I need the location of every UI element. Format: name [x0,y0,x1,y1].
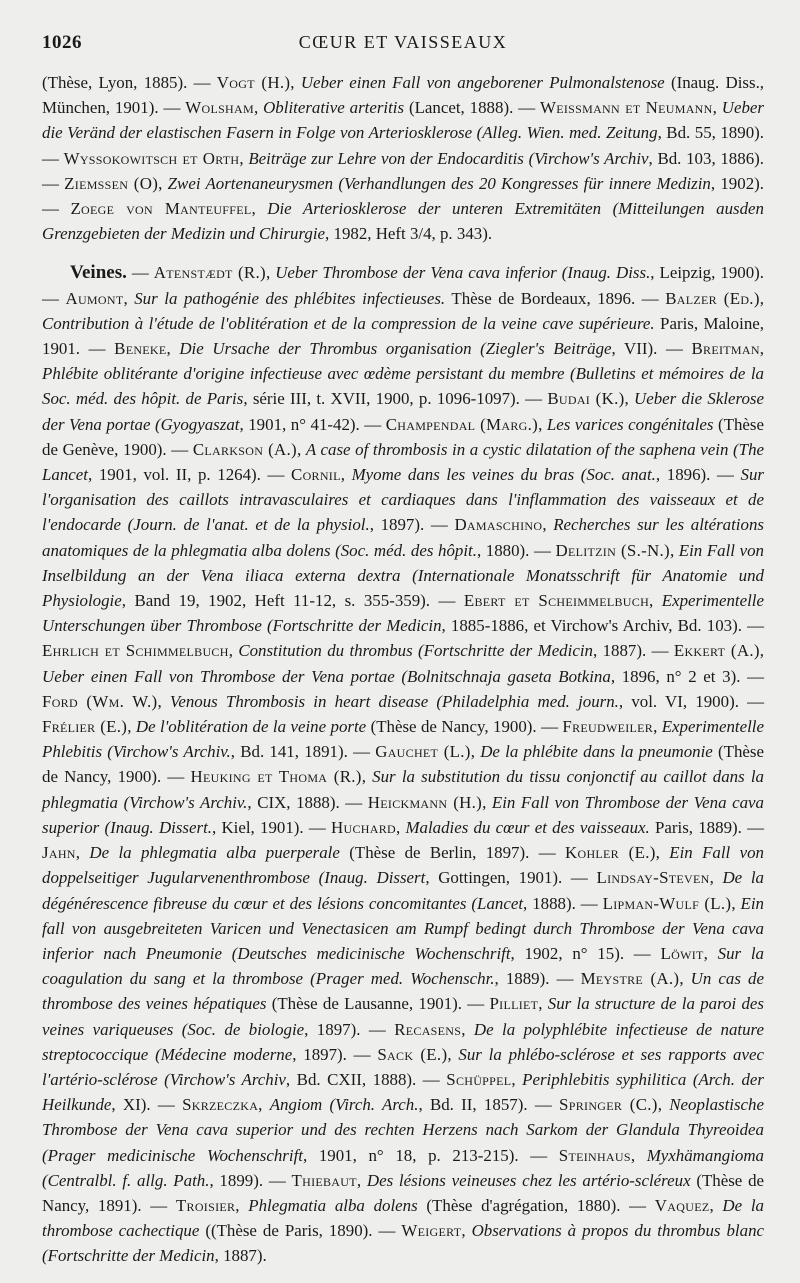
ref-details: (Thèse de Berlin, 1897). — [339,843,565,863]
ref-author: Weigert [401,1221,462,1241]
ref-prefix: (Thèse, Lyon, 1885). — [42,73,217,92]
ref-separator: , [296,439,306,459]
ref-details: (Thèse de Lausanne, 1901). — [266,994,490,1014]
ref-title: Observations à propos du thrombus blanc (Fortschritte der Medicin [42,1221,765,1266]
ref-details: , 1897). — [304,1019,395,1039]
ref-author: Löwit [660,943,704,963]
ref-title: Die Ursache der Thrombus organisation (Ziegler's Beiträge [179,339,612,359]
ref-details: (Thèse d'agrégation, 1880). — [417,1195,655,1215]
ref-details: , 1885-1886, et Virchow's Archiv, Bd. 103). — [441,616,764,636]
ref-author: Ekkert (A.) [673,641,760,661]
ref-details: , 1896, n° 2 et 3). — [610,666,764,686]
ref-separator: , [624,389,635,409]
ref-author: Cornil [291,465,341,485]
ref-separator: , [709,868,723,888]
ref-author: Zoege von Manteuffel [70,199,252,219]
ref-details: , vol. VI, 1900). — [618,691,765,711]
ref-author: Atenstædt (R.) [153,263,266,283]
ref-author: Vogt (H.) [216,73,291,92]
ref-title: Ueber die Sklerose der Vena portae (Gyogyaszat [42,389,765,434]
ref-author: Breitman [691,339,760,359]
ref-details: , 1897). — [292,1044,378,1064]
ref-author: Thiebaut [291,1170,357,1190]
ref-separator: , [759,339,765,359]
ref-separator: , [239,148,249,168]
ref-author: Recasens [394,1019,462,1039]
ref-details: ((Thèse de Paris, 1890). — [199,1221,402,1241]
ref-title: Un cas de thrombose des veines hépatiques [42,969,764,1014]
ref-author: Vaquez [654,1195,710,1215]
bibliography-arteres-continued [42,70,764,246]
ref-details: , Kiel, 1901). — [212,817,331,837]
ref-title: Obliterative arteritis [263,98,405,118]
ref-details: , 1901, vol. II, p. 1264). — [87,465,291,485]
ref-title: Ein Fall von Inselbildung an der Vena iliaca externa dextra (Internationale Monatsschrift für Anatomie und Physiologie [42,540,764,611]
ref-title: Venous Thrombosis in heart disease (Philadelphia med. journ. [169,691,619,711]
ref-title: Neoplastische Thrombose der Vena cava superior und des rechten Herzens nach Sarkom der Glandula Thyreoidea (Prager medicinische Wochenschrift [42,1095,764,1165]
ref-title: Myome dans les veines du bras (Soc. anat. [351,465,656,485]
ref-title: Zwei Aortenaneurysmen (Verhandlungen des 20 Kongresses für innere Medizin [167,173,711,193]
ref-title: Maladies du cœur et des vaisseaux. [405,817,650,837]
ref-author: Clarkson (A.) [192,439,297,459]
ref-title: De la polyphlébite infectieuse de nature streptococcique (Médecine moderne [42,1019,764,1064]
ref-details: , 1902, n° 15). — [510,943,661,963]
ref-author: Aumont [65,288,124,308]
ref-separator: , [709,1195,723,1215]
ref-details: , Band 19, 1902, Heft 11-12, s. 355-359). — [121,591,464,611]
ref-author: Troisier [175,1195,236,1215]
ref-author: Lipman-Wulf (L.) [602,893,732,913]
ref-details: , Bd. II, 1857). — [418,1095,560,1115]
ref-title: Beiträge zur Lehre von der Endocarditis (Virchow's Archiv [248,148,649,168]
ref-author: Heuking et Thoma (R.) [190,767,362,787]
ref-author: Skrzeczka [182,1095,259,1115]
ref-separator: , [461,1019,474,1039]
ref-author: Pilliet [489,994,539,1014]
ref-separator: , [712,98,722,118]
ref-separator: , [655,843,670,863]
ref-separator: , [703,943,718,963]
ref-author: Ebert et Scheimmelbuch [463,591,650,611]
ref-title: Contribution à l'étude de l'oblitération et de la compression de la veine cave supérieure. [42,313,655,333]
ref-separator: , [669,540,679,560]
ref-details: , 1888). — [523,893,603,913]
ref-title: Experimentelle Phlebitis (Virchow's Archiv. [42,717,764,762]
ref-details: , Bd. 103, 1886). — [42,148,764,193]
ref-details: , 1901, n° 41-42). — [239,414,386,434]
ref-author: Weissmann et Neumann [540,98,713,118]
ref-details: Thèse de Bordeaux, 1896. — [445,288,666,308]
ref-details: (Thèse de Nancy, 1891). — [42,1170,765,1215]
ref-title: Die Arteriosklerose der unteren Extremitäten (Mitteilungen ausden Grenzgebieten der Medizin und Chirurgie [42,199,764,244]
ref-details: , série III, t. XVII, 1900, p. 1096-1097). — [243,389,548,409]
ref-separator: , [542,515,554,535]
ref-details: , Bd. 55, 1890). — [42,123,764,168]
ref-separator: , [511,1069,523,1089]
ref-separator: , [228,641,239,661]
ref-details: , 1902). — [42,173,764,219]
ref-separator: , [482,792,492,812]
ref-details: (Inaug. Diss., München, 1901). — [42,73,765,118]
ref-title: Periphlebitis syphilitica (Arch. der Heilkunde [42,1069,764,1115]
ref-author: Frélier (E.) [42,717,128,737]
ref-author: Springer (C.) [559,1095,658,1115]
ref-details: , CIX, 1888). — [247,792,368,812]
ref-title: De la phlébite dans la pneumonie [480,742,713,762]
ref-separator: , [759,288,764,308]
ref-author: Meystre (A.) [580,969,680,989]
running-title: CŒUR ET VAISSEAUX [298,32,508,52]
ref-title: Sur la pathogénie des phlébites infectieuses. [134,288,446,308]
ref-details: , VII). — [611,339,692,359]
ref-author: Heickmann (H.) [367,792,483,812]
ref-prefix: — [126,263,154,283]
ref-details: , XI). — [111,1095,183,1115]
ref-separator: , [253,98,264,118]
ref-separator: , [158,173,168,193]
ref-title: Sur la phlébo-sclérose et ses rapports avec l'artério-sclérose (Virchow's Archiv [42,1044,764,1089]
ref-title: Ein Fall von doppelseitiger Jugularvenenthrombose (Inaug. Dissert [42,843,765,888]
ref-separator: , [340,465,352,485]
ref-author: Wolsham [185,98,254,118]
ref-separator: , [470,742,481,762]
ref-separator: , [395,817,406,837]
ref-separator: , [759,641,764,661]
ref-title: Sur la substitution du tissu conjonctif au caillot dans la phlegmatia (Virchow's Archiv. [42,767,765,812]
ref-separator: , [251,199,268,219]
ref-author: Ziemssen (O) [64,173,159,193]
ref-separator: , [258,1095,270,1115]
ref-details: (Thèse de Nancy, 1900). — [366,717,563,737]
ref-title: Phlegmatia alba dolens [248,1195,418,1215]
ref-separator: , [290,73,301,92]
ref-title: Experimentelle Unterschungen über Thrombose (Fortschritte der Medicin [42,591,764,636]
ref-title: Recherches sur les altérations anatomiques de la phlegmatia alba dolens (Soc. méd. des hôpit. [42,515,764,560]
ref-title: Ueber einen Fall von Thrombose der Vena portae (Bolnitschnaja gaseta Botkina [42,666,611,686]
ref-separator: , [361,767,373,787]
ref-details: (Thèse de Genève, 1900). — [42,414,764,459]
ref-separator: , [123,288,135,308]
ref-separator: , [265,263,276,283]
ref-author: Jahn [42,843,76,863]
ref-separator: , [538,414,547,434]
ref-author: Steinhaus [558,1145,631,1165]
ref-details: , 1880). — [476,540,556,560]
ref-title: Des lésions veineuses chez les artério-scléreux [366,1170,691,1190]
ref-author: Delitzin (S.-N.) [555,540,670,560]
ref-author: Sack (E.) [377,1044,448,1064]
ref-author: Kohler (E.) [564,843,656,863]
ref-separator: , [538,994,548,1014]
ref-separator: , [657,1095,670,1115]
page-header [42,32,764,66]
ref-details: , 1982, Heft 3/4, p. 343). [325,224,493,244]
ref-author: Budai (K.) [547,389,625,409]
ref-details: Paris, Maloine, 1901. — [42,313,764,359]
ref-separator: , [679,969,691,989]
ref-author: Beneke [114,339,167,359]
ref-title: Sur la structure de la paroi des veines variqueuses (Soc. de biologie [42,994,764,1039]
ref-author: Schüppel [446,1069,512,1089]
ref-title: Angiom (Virch. Arch. [269,1095,419,1115]
ref-details: , Bd. CXII, 1888). — [285,1069,447,1089]
ref-separator: , [447,1044,459,1064]
ref-details: , 1897). — [369,515,455,535]
ref-details: , 1889). — [494,969,581,989]
ref-title: Ueber die Veränd der elastischen Fasern in Folge von Arteriosklerose (Alleg. Wien. med. Zeitung [42,98,764,143]
ref-author: Damaschino [454,515,543,535]
ref-title: De la dégénérescence fibreuse du cœur et des lésions concomitantes (Lancet [42,868,764,913]
ref-separator: , [630,1145,647,1165]
ref-title: A case of thrombosis in a cystic dilatation of the saphena vein (The Lancet [42,439,765,485]
ref-details: , 1899). — [209,1170,292,1190]
ref-title: Ein fall von ausgebreiteten Varicen und Venectasicen am Rumpf bedingt durch Thrombose der Vena cava inferior nach Pneumonie (Deutsches medicinische Wochenschrift [42,893,764,963]
ref-details: , 1887). [214,1246,267,1266]
ref-separator: , [235,1195,249,1215]
ref-separator: , [649,591,662,611]
ref-details: , 1887). — [592,641,674,661]
ref-separator: , [166,339,180,359]
ref-author: Huchard [331,817,396,837]
ref-separator: , [731,893,741,913]
ref-separator: , [157,691,170,711]
ref-title: Ein Fall von Thrombose der Vena cava superior (Inaug. Dissert. [42,792,764,837]
ref-author: Wyssokowitsch et Orth [63,148,240,168]
ref-author: Freudweiler [562,717,654,737]
ref-title: Ueber einen Fall von angeborener Pulmonalstenose [300,73,665,92]
ref-separator: , [75,843,90,863]
ref-details: Paris, 1889). — [649,817,764,837]
ref-title: Myxhämangioma (Centralbl. f. allg. Path. [42,1145,764,1190]
ref-title: Sur la coagulation du sang et la thrombose (Prager med. Wochenschr. [42,943,765,989]
ref-author: Balzer (Ed.) [665,288,760,308]
ref-author: Ehrlich et Schimmelbuch [42,641,229,661]
ref-details: , Bd. 141, 1891). — [230,742,376,762]
ref-title: De l'oblitération de la veine porte [135,717,367,737]
ref-title: Ueber Thrombose der Vena cava inferior (Inaug. Diss. [275,263,651,283]
ref-title: De la phlegmatia alba puerperale [89,843,340,863]
section-heading-veines: Veines. [70,262,127,284]
ref-details: (Lancet, 1888). — [404,98,540,118]
ref-title: Constitution du thrombus (Fortschritte der Medicin [238,641,593,661]
ref-author: Lindsay-Steven [596,868,710,888]
ref-title: De la thrombose cachectique [42,1195,764,1241]
ref-title: Phlébite oblitérante d'origine infectieuse avec œdème persistant du membre (Bulletins et mémoires de la Soc. méd. des hôpit. de Paris [42,364,764,409]
ref-details: , Leipzig, 1900). — [42,263,764,308]
ref-author: Champendal (Marg.) [385,414,539,434]
bibliography-veines [42,260,764,1268]
page-number: 1026 [42,32,82,53]
ref-title: Sur l'organisation des caillots intravasculaires et cardiaques dans l'inflammation des vaisseaux et de l'endocarde (Journ. de l'anat. et de la physiol. [42,465,764,535]
ref-title: Les varices congénitales [546,414,714,434]
ref-details: (Thèse de Nancy, 1900). — [42,742,764,787]
ref-separator: , [356,1170,367,1190]
ref-details: , 1901, n° 18, p. 213-215). — [302,1145,559,1165]
ref-separator: , [461,1221,472,1241]
ref-details: , Gottingen, 1901). — [425,868,597,888]
ref-separator: , [127,717,136,737]
ref-author: Gauchet (L.) [375,742,471,762]
ref-details: , 1896). — [655,465,741,485]
ref-author: Ford (Wm. W.) [42,691,158,711]
ref-separator: , [653,717,662,737]
